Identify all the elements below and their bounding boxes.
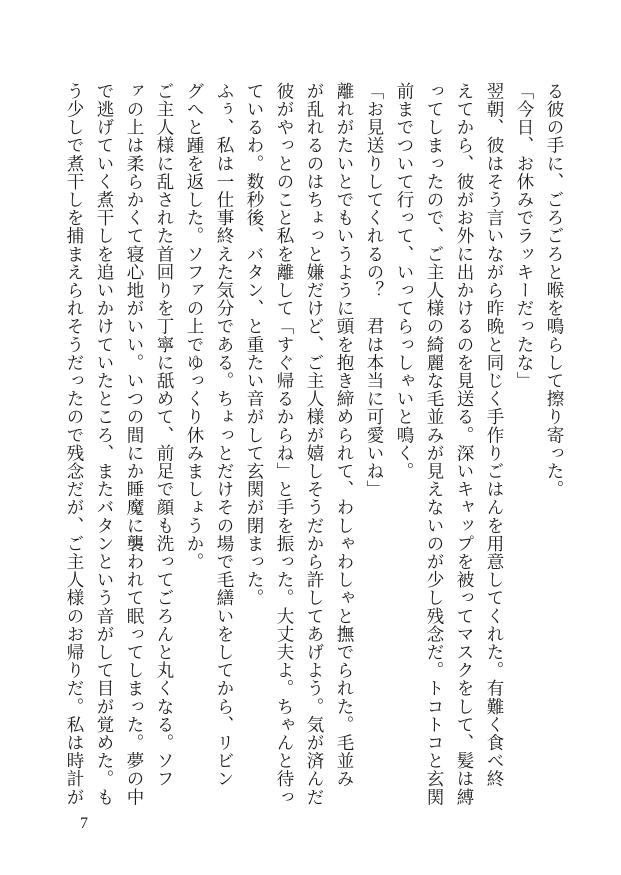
text-line: 前までついて行って、いってらっしゃいと鳴く。 xyxy=(394,82,414,481)
text-line: ているわ。数秒後、バタン、と重たい音がして玄関が閉まった。 xyxy=(244,82,264,607)
text-line: 翌朝、彼はそう言いながら昨晩と同じく手作りごはんを用意してくれた。有難く食べ終 xyxy=(484,82,504,788)
text-line: 「今日、お休みでラッキーだったな」 xyxy=(514,82,534,390)
text-line: が乱れるのはちょっと嫌だけど、ご主人様が嬉しそうだから許してあげよう。気が済んだ xyxy=(304,82,324,806)
text-line: ァの上は柔らかくて寝心地がいい。いつの間にか睡魔に襲われて眠ってしまった。夢の中 xyxy=(124,82,144,806)
text-line: えてから、彼がお外に出かけるのを見送る。深いキャップを被ってマスクをして、髪は縛 xyxy=(454,82,474,806)
text-line: ご主人様に乱された首回りを丁寧に舐めて、前足で顔も洗ってごろんと丸くなる。ソフ xyxy=(154,82,174,788)
text-line: る彼の手に、ごろごろと喉を鳴らして擦り寄った。 xyxy=(544,82,564,499)
text-line: グへと踵を返した。ソファの上でゆっくり休みましょうか。 xyxy=(184,82,204,571)
text-line: 彼がやっとのこと私を離して「すぐ帰るからね」と手を振った。大丈夫よ。ちゃんと待っ xyxy=(274,82,294,806)
text-line: 離れがたいとでもいうように頭を抱き締められて、わしゃわしゃと撫でられた。毛並み xyxy=(334,82,354,788)
text-line: で逃げていく煮干しを追いかけていたところ、またバタンという音がして目が覚めた。も xyxy=(94,82,114,806)
vertical-text-body xyxy=(59,82,569,806)
page-number: 7 xyxy=(80,815,88,832)
text-line: う少しで煮干しを捕まえられそうだったので残念だが、ご主人様のお帰りだ。私は時計が xyxy=(64,82,84,806)
text-line: 「お見送りしてくれるの？ 君は本当に可愛いね」 xyxy=(364,82,384,499)
text-line: ってしまったので、ご主人様の綺麗な毛並みが見えないのが少し残念だ。トコトコと玄関 xyxy=(424,82,444,806)
text-line: ふぅ、私は一仕事終えた気分である。ちょっとだけその場で毛繕いをしてから、リビン xyxy=(214,82,234,788)
